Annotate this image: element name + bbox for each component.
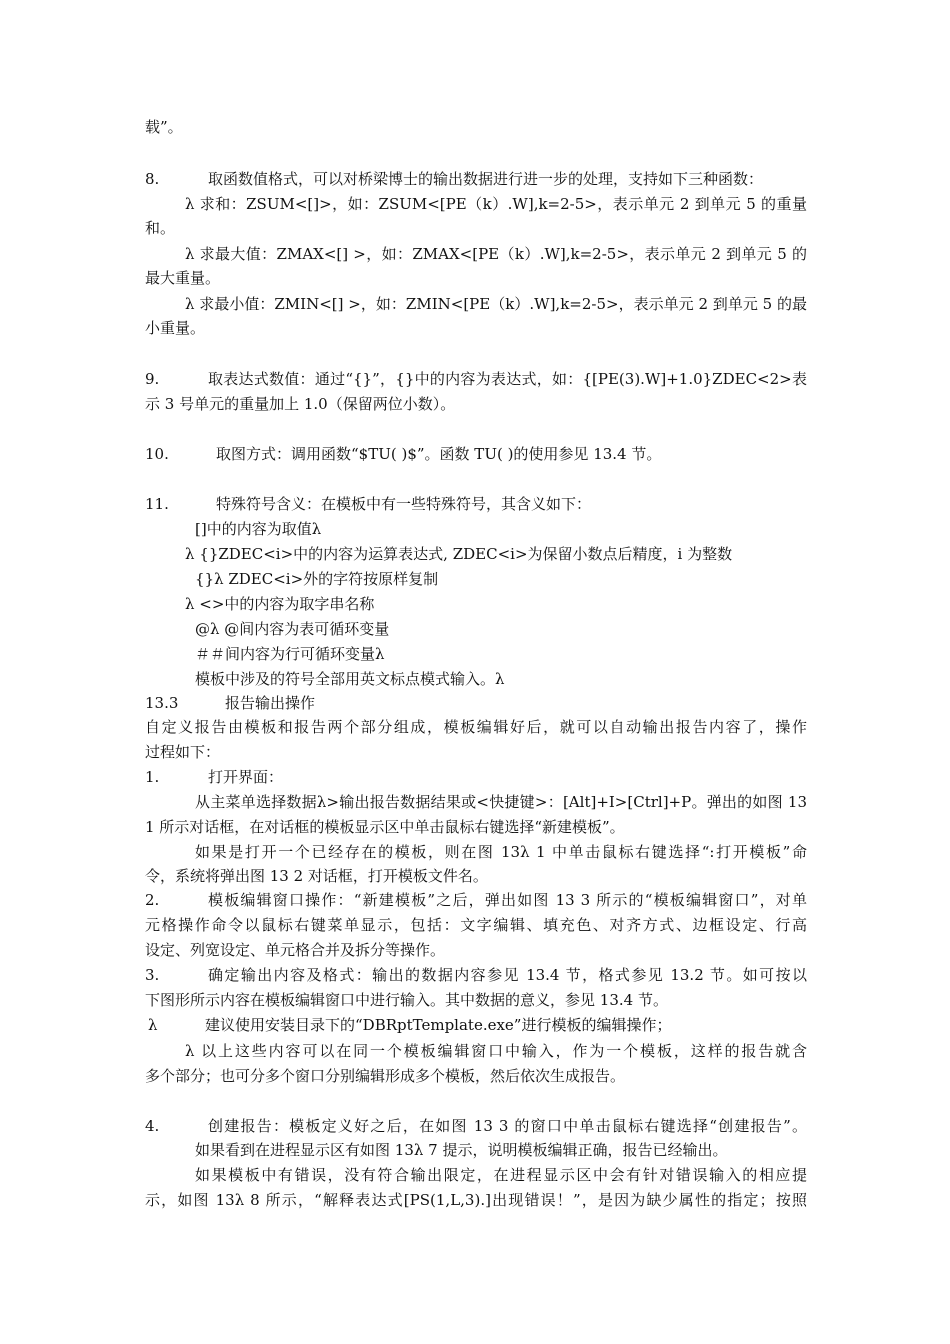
- text-line: 1 所示对话框，在对话框的模板显示区中单击鼠标右键选择“新建模板”。: [145, 818, 625, 836]
- text-line: @λ @间内容为表可循环变量: [195, 620, 390, 638]
- list-number: 2.: [145, 891, 160, 909]
- text-line: 元格操作命令以鼠标右键菜单显示，包括：文字编辑、填充色、对齐方式、边框设定、行高: [145, 916, 807, 934]
- list-number: 4.: [145, 1117, 160, 1135]
- list-number: 11.: [145, 495, 169, 513]
- section-title: 报告输出操作: [225, 694, 316, 712]
- list-item-heading: 特殊符号含义：在模板中有一些特殊符号，其含义如下：: [216, 495, 592, 513]
- list-item-heading: 取表达式数值：通过“{}”，{}中的内容为表达式，如：{[PE(3).W]+1.0}ZDEC<2>表: [208, 370, 807, 388]
- bullet-symbol: λ: [148, 1016, 158, 1034]
- text-line: 多个部分；也可分多个窗口分别编辑形成多个模板，然后依次生成报告。: [145, 1067, 626, 1085]
- text-line: λ <>中的内容为取字串名称: [185, 595, 375, 613]
- list-number: 3.: [145, 966, 160, 984]
- list-number: 1.: [145, 768, 160, 786]
- text-line: 下图形所示内容在模板编辑窗口中进行输入。其中数据的意义，参见 13.4 节。: [145, 991, 668, 1009]
- text-line: 从主菜单选择数据λ>输出报告数据结果或<快捷键>：[Alt]+I>[Ctrl]+P。弹出的如图 13: [195, 793, 807, 811]
- text-line: 示 3 号单元的重量加上 1.0（保留两位小数）。: [145, 395, 456, 413]
- text-line: {}λ ZDEC<i>外的字符按原样复制: [195, 570, 439, 588]
- text-line: 如果模板中有错误，没有符合输出限定，在进程显示区中会有针对错误输入的相应提: [195, 1166, 807, 1184]
- text-line: 和。: [145, 219, 176, 237]
- text-line: 示，如图 13λ 8 所示，“解释表达式[PS(1,L,3).]出现错误！”，是因为缺少属性的指定；按照: [145, 1191, 807, 1209]
- list-number: 10.: [145, 445, 169, 463]
- text-line: 设定、列宽设定、单元格合并及拆分等操作。: [145, 941, 446, 959]
- text-line: 如果是打开一个已经存在的模板，则在图 13λ 1 中单击鼠标右键选择“:打开模板”命: [195, 843, 807, 861]
- text-line: []中的内容为取值λ: [195, 520, 322, 538]
- text-line: 载”。: [145, 118, 183, 136]
- list-item-heading: 打开界面：: [208, 768, 284, 786]
- list-item-heading: 模板编辑窗口操作：“新建模板”之后，弹出如图 13 3 所示的“模板编辑窗口”，对单: [208, 891, 807, 909]
- list-item-heading: 确定输出内容及格式：输出的数据内容参见 13.4 节，格式参见 13.2 节。如可按以: [208, 966, 807, 984]
- text-line: 如果看到在进程显示区有如图 13λ 7 提示，说明模板编辑正确，报告已经输出。: [195, 1141, 728, 1159]
- text-line: λ 求最小值：ZMIN<[] >，如：ZMIN<[PE（k）.W],k=2-5>，表示单元 2 到单元 5 的最: [185, 295, 807, 313]
- list-number: 9.: [145, 370, 160, 388]
- text-line: 过程如下：: [145, 743, 221, 761]
- list-number: 8.: [145, 170, 160, 188]
- list-item-heading: 创建报告：模板定义好之后，在如图 13 3 的窗口中单击鼠标右键选择“创建报告”。: [208, 1117, 807, 1135]
- text-line: λ 求和：ZSUM<[]>，如：ZSUM<[PE（k）.W],k=2-5>，表示单元 2 到单元 5 的重量: [185, 195, 807, 213]
- text-line: 令，系统将弹出图 13 2 对话框，打开模板文件名。: [145, 867, 488, 885]
- text-line: 小重量。: [145, 319, 206, 337]
- text-line: 模板中涉及的符号全部用英文标点模式输入。λ: [195, 670, 505, 688]
- section-number: 13.3: [145, 694, 179, 712]
- text-line: λ {}ZDEC<i>中的内容为运算表达式, ZDEC<i>为保留小数点后精度，i 为整数: [185, 545, 733, 563]
- text-line: λ 求最大值：ZMAX<[] >，如：ZMAX<[PE（k）.W],k=2-5>，表示单元 2 到单元 5 的: [185, 245, 807, 263]
- text-line: λ 以上这些内容可以在同一个模板编辑窗口中输入，作为一个模板，这样的报告就含: [185, 1042, 807, 1060]
- list-item-heading: 取函数值格式，可以对桥梁博士的输出数据进行进一步的处理，支持如下三种函数：: [208, 170, 764, 188]
- text-line: ＃＃间内容为行可循环变量λ: [195, 645, 385, 663]
- text-line: 建议使用安装目录下的“DBRptTemplate.exe”进行模板的编辑操作；: [205, 1016, 672, 1034]
- list-item-heading: 取图方式：调用函数“$TU( )$”。函数 TU( )的使用参见 13.4 节。: [216, 445, 662, 463]
- text-line: 最大重量。: [145, 269, 221, 287]
- text-line: 自定义报告由模板和报告两个部分组成，模板编辑好后，就可以自动输出报告内容了，操作: [145, 718, 807, 736]
